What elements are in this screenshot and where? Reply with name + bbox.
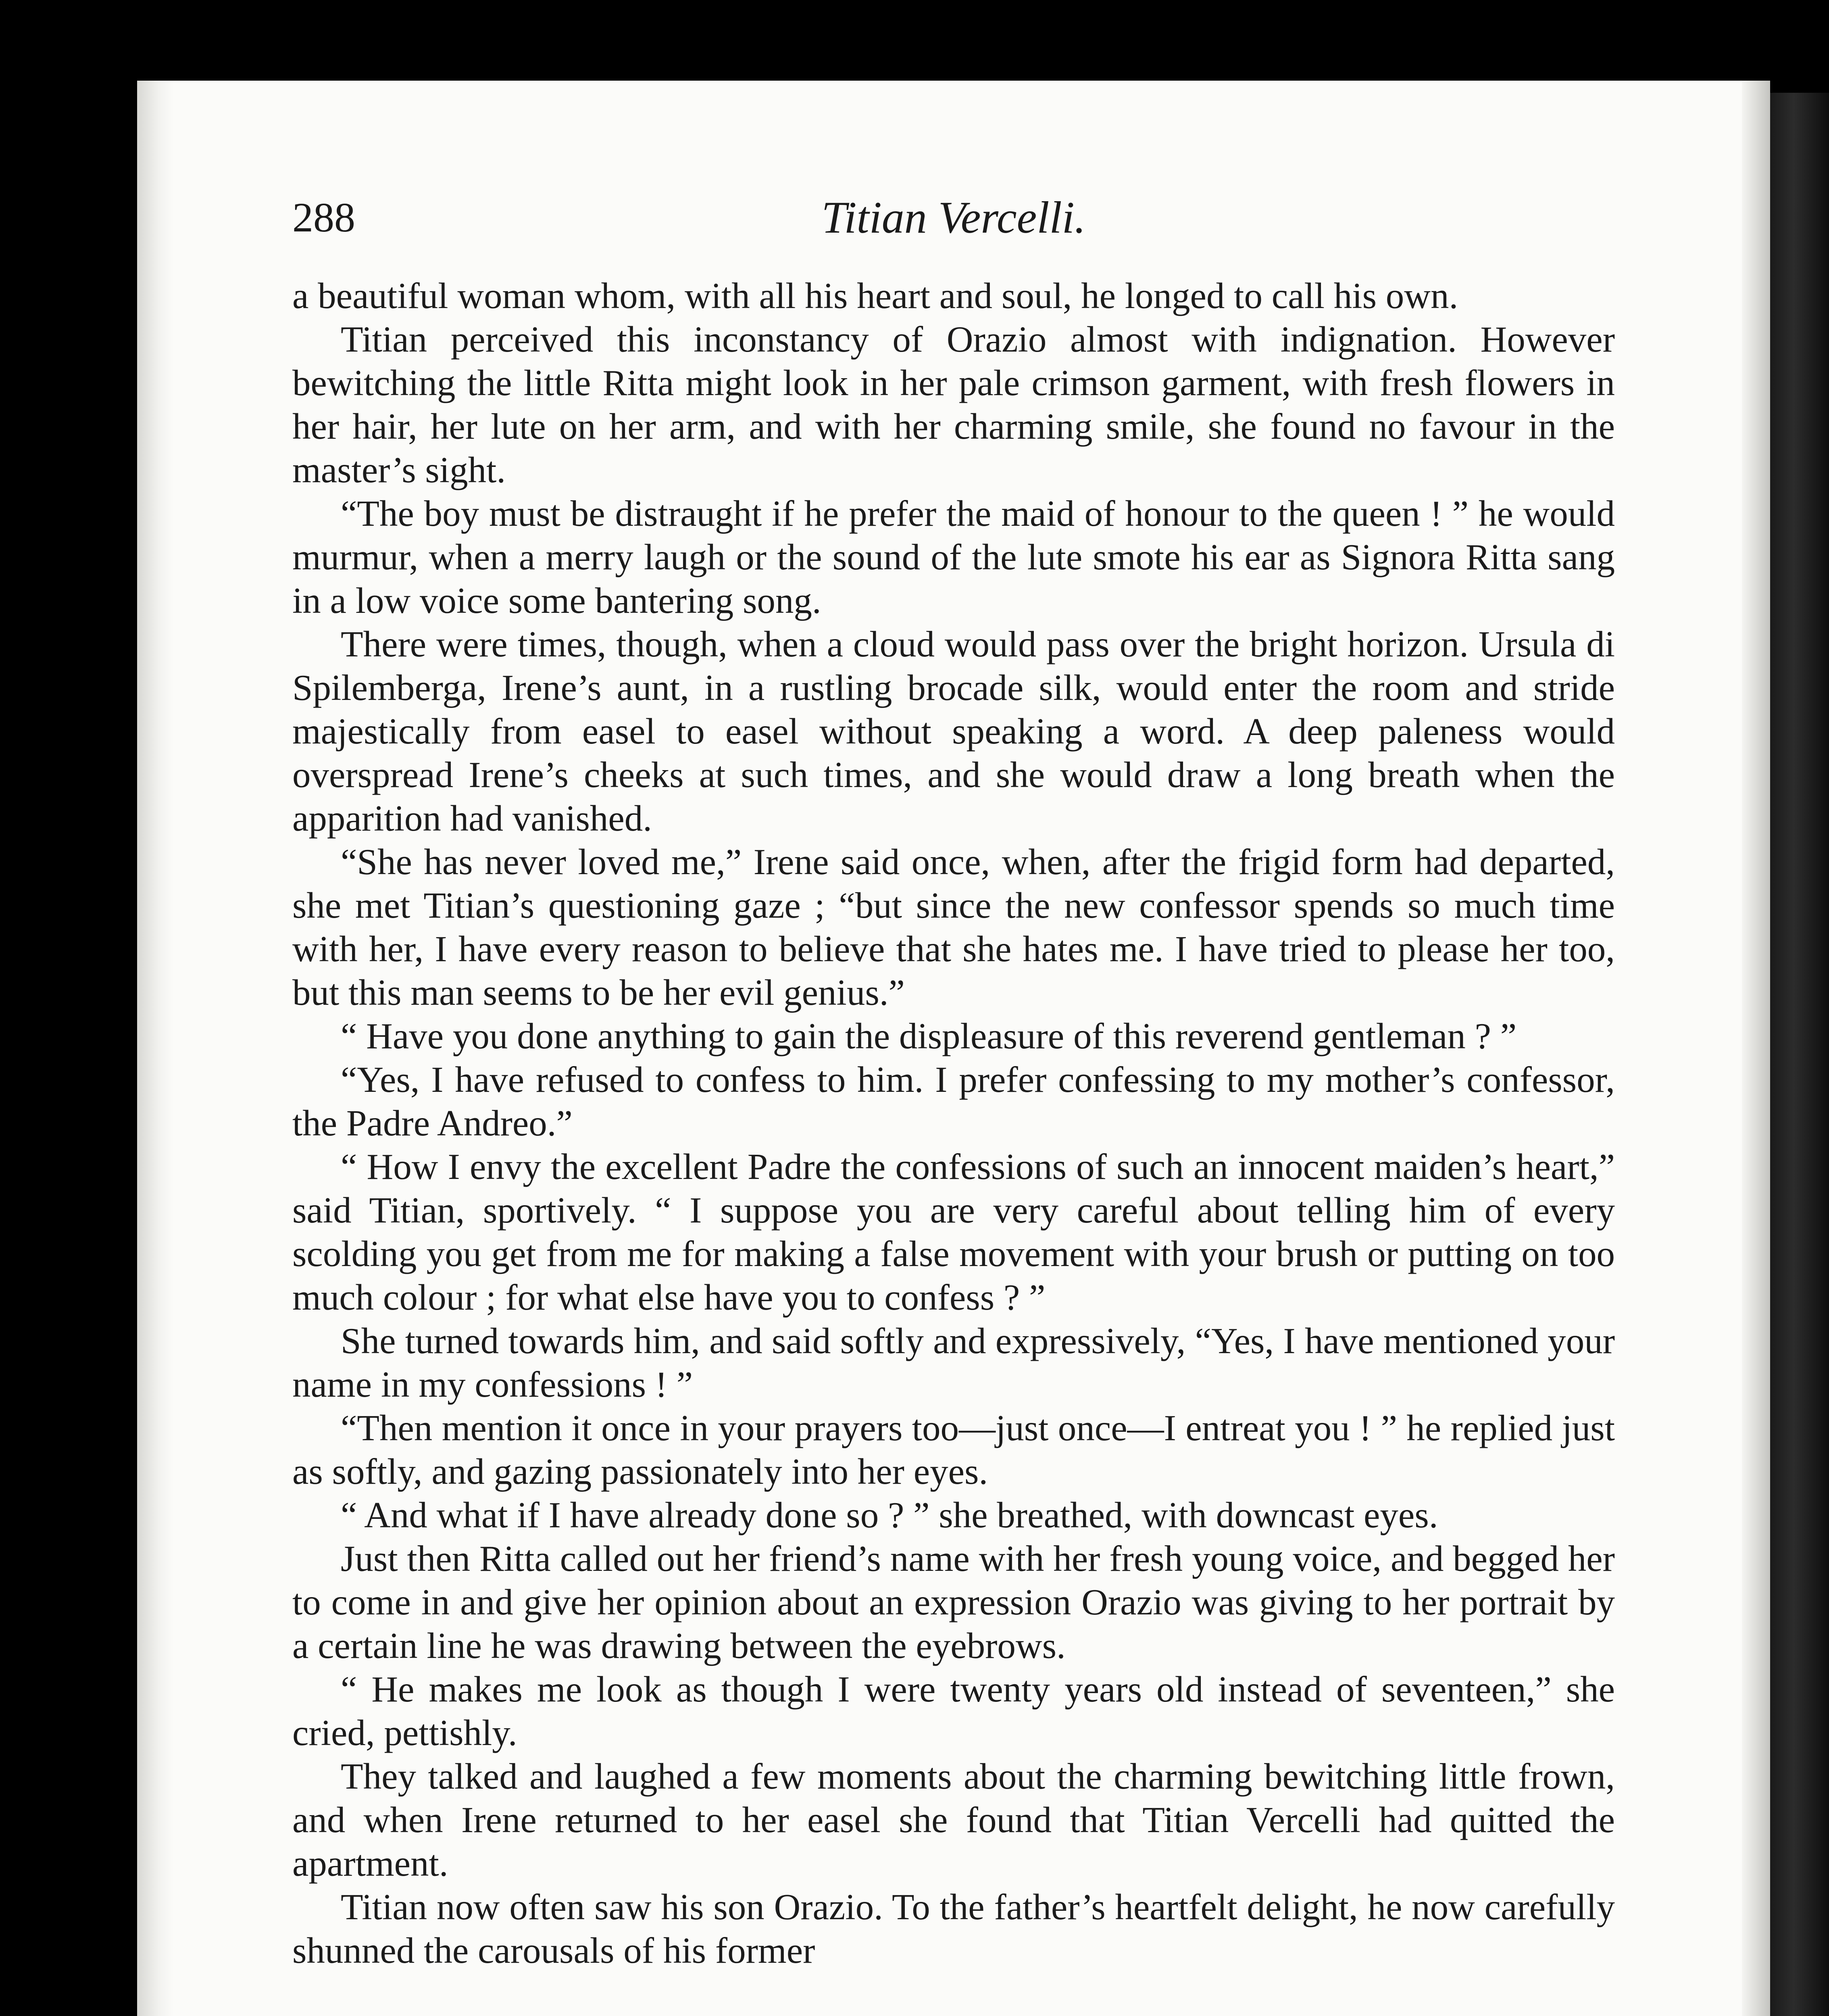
paragraph: Titian perceived this inconstancy of Orazio almost with indignation. However bewitching the little Ritta might look in her pale crimson garment, with fresh flowers in her hair, her lute on her arm, and with her charming smile, she found no favour in the master’s sight.: [292, 319, 1615, 490]
paragraph: “ He makes me look as though I were twenty years old instead of seventeen,” she cried, pettishly.: [292, 1669, 1615, 1753]
paragraph: “ And what if I have already done so ? ” she breathed, with downcast eyes.: [341, 1495, 1438, 1535]
paragraph: Just then Ritta called out her friend’s name with her fresh young voice, and begged her to come in and give her opinion about an expression Orazio was giving to her portrait by a certain line he was drawing between the eyebrows.: [292, 1538, 1615, 1666]
body-text: [292, 274, 1615, 1972]
paragraph: She turned towards him, and said softly and expressively, “Yes, I have mentioned your name in my confessions ! ”: [292, 1320, 1615, 1405]
page-edge-shadow: [1742, 81, 1770, 2016]
paragraph: “She has never loved me,” Irene said once, when, after the frigid form had departed, she met Titian’s questioning gaze ; “but since the new confessor spends so much time with her, I have every reason to believe that she hates me. I have tried to please her too, but this man seems to be her evil genius.”: [292, 841, 1615, 1013]
facing-page-edge: [1770, 93, 1829, 2016]
page-number: 288: [292, 194, 355, 241]
paragraph: There were times, though, when a cloud would pass over the bright horizon. Ursula di Spilemberga, Irene’s aunt, in a rustling brocade silk, would enter the room and stride majestically from easel to easel without speaking a word. A deep paleness would overspread Irene’s cheeks at such times, and she would draw a long breath when the apparition had vanished.: [292, 624, 1615, 839]
paragraph: “ How I envy the excellent Padre the confessions of such an innocent maiden’s heart,” said Titian, sportively. “ I suppose you are very careful about telling him of every scolding you get from me for making a false movement with your brush or putting on too much colour ; for what else have you to confess ? ”: [292, 1146, 1615, 1318]
paragraph: “The boy must be distraught if he prefer the maid of honour to the queen ! ” he would murmur, when a merry laugh or the sound of the lute smote his ear as Signora Ritta sang in a low voice some bantering song.: [292, 493, 1615, 621]
paragraph: They talked and laughed a few moments about the charming bewitching little frown, and when Irene returned to her easel she found that Titian Vercelli had quitted the apartment.: [292, 1756, 1615, 1884]
paragraph: “Yes, I have refused to confess to him. I prefer confessing to my mother’s confessor, the Padre Andreo.”: [292, 1059, 1615, 1143]
paragraph: a beautiful woman whom, with all his heart and soul, he longed to call his own.: [292, 275, 1458, 316]
paragraph: “ Have you done anything to gain the displeasure of this reverend gentleman ? ”: [341, 1016, 1517, 1056]
running-head: [292, 177, 1615, 258]
paragraph: Titian now often saw his son Orazio. To the father’s heartfelt delight, he now carefully shunned the carousals of his former: [292, 1887, 1615, 1971]
paragraph: “Then mention it once in your prayers too—just once—I entreat you ! ” he replied just as softly, and gazing passionately into her eyes.: [292, 1408, 1615, 1492]
page-gutter-shadow: [137, 81, 173, 2016]
running-title: Titian Vercelli.: [821, 193, 1086, 243]
